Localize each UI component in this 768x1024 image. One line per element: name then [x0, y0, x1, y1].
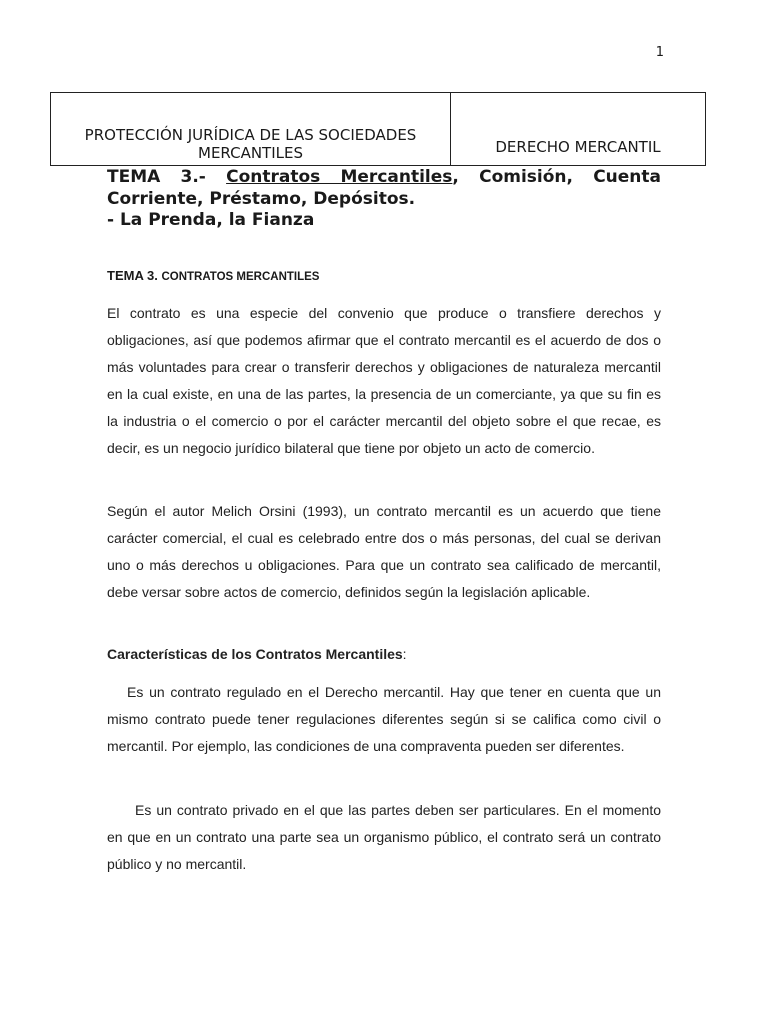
title-line3: - La Prenda, la Fianza — [107, 210, 315, 230]
characteristics-subheading — [107, 646, 407, 662]
title-line1-rest: , Comisión, Cuenta — [452, 167, 662, 187]
section-heading-main: TEMA 3. — [107, 268, 158, 283]
paragraph-3: Es un contrato regulado en el Derecho mercantil. Hay que tener en cuenta que un mismo contrato puede tener regulaciones diferentes según si se califica como civil o mercantil. Por ejemplo, las condiciones de una compraventa pueden ser diferentes. — [107, 684, 661, 754]
page-number: 1 — [655, 45, 664, 60]
header-title-line1: PROTECCIÓN JURÍDICA DE LAS SOCIEDADES — [84, 126, 417, 144]
title-line2: Corriente, Préstamo, Depósitos. — [107, 188, 416, 209]
document-header-table — [50, 92, 706, 166]
paragraph-4: Es un contrato privado en el que las partes deben ser particulares. En el momento en que en un contrato una parte sea un organismo público, el contrato será un contrato público y no mercantil. — [107, 802, 661, 872]
header-title-line2: MERCANTILES — [198, 144, 303, 162]
paragraph-2: Según el autor Melich Orsini (1993), un contrato mercantil es un acuerdo que tiene carácter comercial, el cual es celebrado entre dos o más personas, del cual se derivan uno o más derechos u obligaciones. Para que un contrato sea calificado de mercantil, debe versar sobre actos de comercio, definidos según la legislación aplicable. — [107, 503, 661, 600]
subheading-text: Características de los Contratos Mercantiles — [107, 646, 403, 662]
paragraph-1: El contrato es una especie del convenio que produce o transfiere derechos y obligaciones, así que podemos afirmar que el contrato mercantil es el acuerdo de dos o más voluntades para crear o transferir derechos y obligaciones de naturaleza mercantil en la cual existe, en una de las partes, la presencia de un comerciante, ya que su fin es la industria o el comercio o por el carácter mercantil del objeto sobre el que recae, es decir, es un negocio jurídico bilateral que tiene por objeto un acto de comercio. — [107, 305, 661, 456]
title-prefix: TEMA 3.- — [107, 167, 206, 187]
title-line1 — [107, 167, 661, 189]
header-course-title — [51, 93, 451, 165]
header-subject — [451, 93, 705, 165]
page-title — [107, 167, 661, 232]
section-heading — [107, 268, 319, 283]
header-subject-label: DERECHO MERCANTIL — [495, 138, 661, 156]
title-underlined: Contratos Mercantiles — [226, 167, 453, 187]
subheading-colon: : — [402, 646, 407, 662]
section-heading-small: CONTRATOS MERCANTILES — [161, 271, 320, 283]
